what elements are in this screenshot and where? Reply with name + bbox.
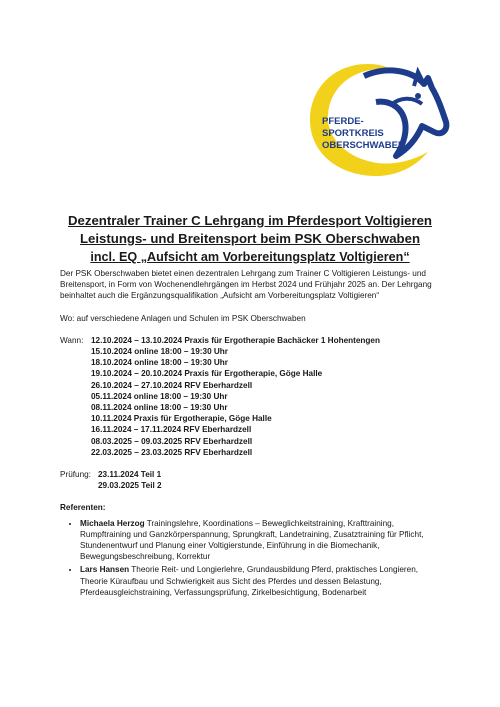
exam-date: 23.11.2024 Teil 1 [98,470,162,480]
schedule-date: 16.11.2024 – 17.11.2024 RFV Eberhardzell [91,425,252,435]
schedule [60,335,445,458]
heading-line1: Dezentraler Trainer C Lehrgang im Pferdesport Voltigieren [68,213,432,228]
document-heading [0,212,500,266]
exam-date: 29.03.2025 Teil 2 [98,481,162,491]
intro-paragraph: Der PSK Oberschwaben bietet einen dezentralen Lehrgang zum Trainer C Voltigieren Leistungs- und Breitensport, in Form von Wochenendlehrgängen im Herbst 2024 und Frühjahr 2025 an. Der Lehrgang beinhaltet auch die Ergänzungsqualifikation „Aufsicht am Vorbereitungsplatz Voltigieren“ [60,269,432,301]
document-body [60,268,445,600]
location-line: Wo: auf verschiedene Anlagen und Schulen im PSK Oberschwaben [60,313,306,323]
heading-line3: incl. EQ „Aufsicht am Vorbereitungsplatz Voltigieren“ [90,250,410,264]
schedule-date: 22.03.2025 – 23.03.2025 RFV Eberhardzell [91,447,253,457]
horse-head-logo [306,60,454,178]
heading-line2: Leistungs- und Breitensport beim PSK Oberschwaben [80,231,420,246]
schedule-date: 05.11.2024 online 18:00 – 19:30 Uhr [91,391,228,401]
speaker-topics: Theorie Reit- und Longierlehre, Grundausbildung Pferd, praktisches Longieren, Theorie Küraufbau und Schwierigkeit aus Sicht des Pferdes und dessen Belastung, Pferdeausgleichstraining, Verfassungsprüfung, Zirkelbesichtigung, Bodenarbeit [80,565,419,597]
schedule-dates [91,335,445,458]
schedule-date: 08.03.2025 – 09.03.2025 RFV Eberhardzell [91,436,253,446]
schedule-label: Wann: [60,335,84,345]
speakers-list [60,518,445,598]
schedule-date: 19.10.2024 – 20.10.2024 Praxis für Ergotherapie, Göge Halle [91,369,323,379]
logo-text-line3: OBERSCHWABEN [322,140,405,151]
schedule-date: 15.10.2024 online 18:00 – 19:30 Uhr [91,347,228,357]
speaker-item [80,564,445,598]
speaker-item [80,518,445,563]
schedule-date: 18.10.2024 online 18:00 – 19:30 Uhr [91,358,228,368]
speakers-title: Referenten: [60,503,106,513]
exam-dates [60,469,445,491]
schedule-date: 12.10.2024 – 13.10.2024 Praxis für Ergotherapie Bachäcker 1 Hohentengen [91,335,380,345]
speaker-name: Michaela Herzog [80,518,145,528]
schedule-date: 10.11.2024 Praxis für Ergotherapie, Göge Halle [91,414,272,424]
schedule-date: 26.10.2024 – 27.10.2024 RFV Eberhardzell [91,380,253,390]
speaker-topics: Trainingslehre, Koordinations – Beweglichkeitstraining, Krafttraining, Rumpftraining und Ganzkörperspannung, Sprungkraft, Landetraining, Zusatztraining für Pflicht, Stundenentwurf und Planung einer Voltigierstunde, Einführung in die Biomechanik, Bewegungsbeschreibung, Korrektur [80,518,424,562]
speaker-name: Lars Hansen [80,565,130,575]
schedule-date: 08.11.2024 online 18:00 – 19:30 Uhr [91,403,228,413]
exam-label: Prüfung: [60,470,91,480]
logo-text-line1: PFERDE- [322,116,364,127]
logo-text-line2: SPORTKREIS [322,128,384,139]
